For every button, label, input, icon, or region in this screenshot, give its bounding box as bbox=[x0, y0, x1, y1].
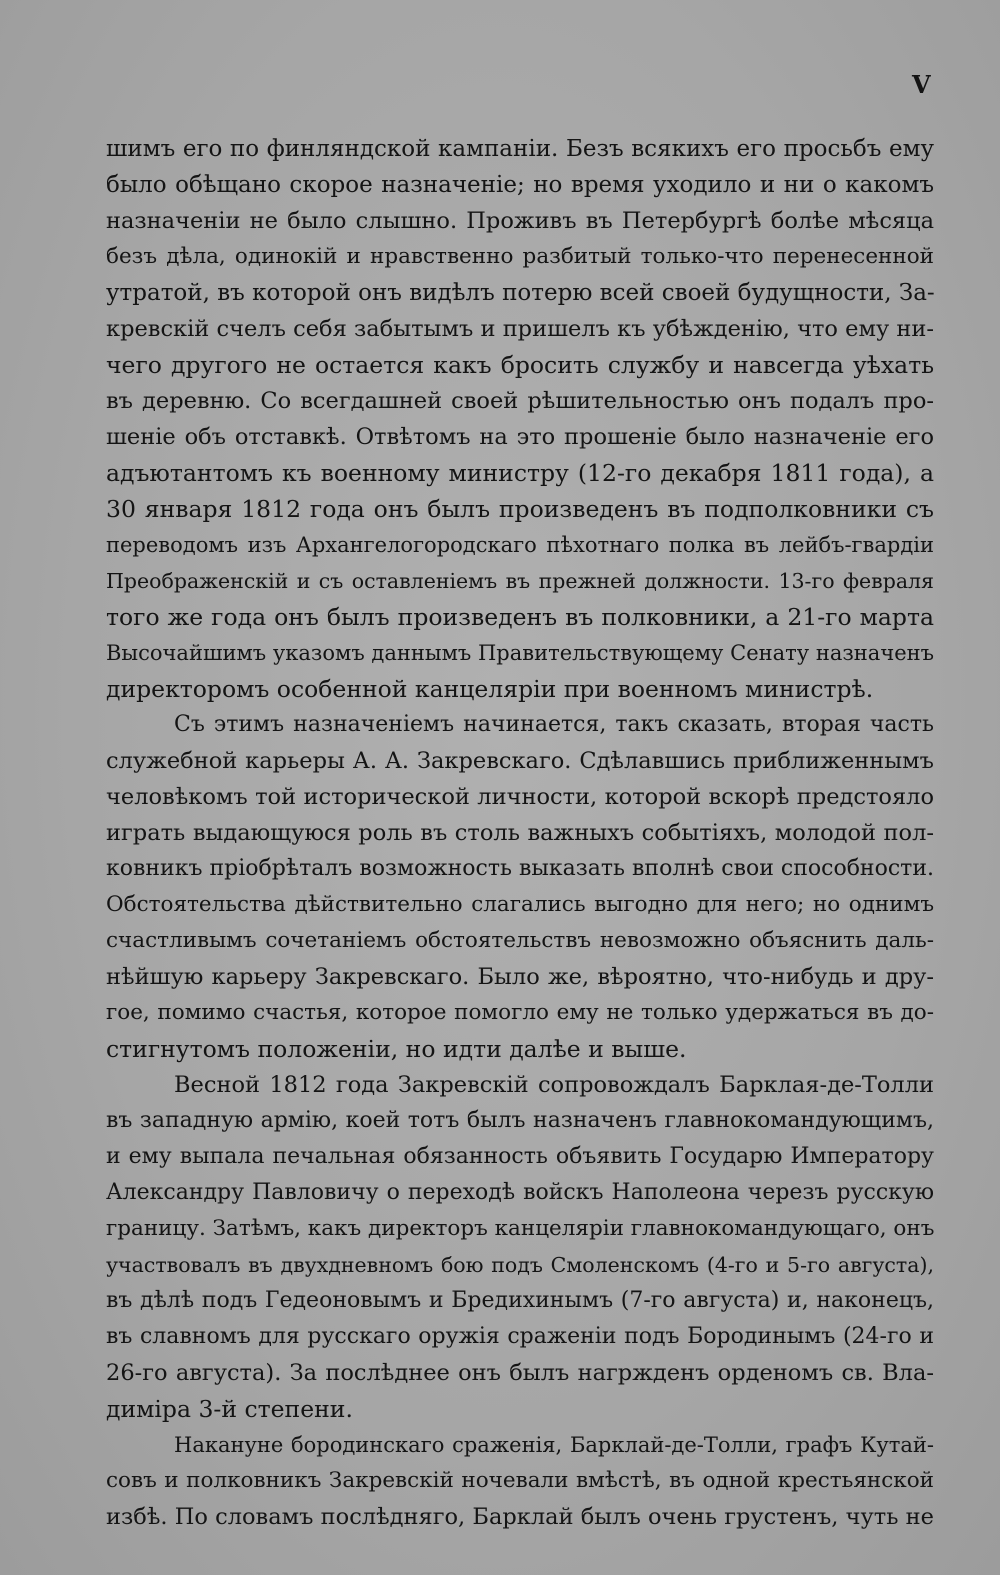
text-line: человѣкомъ той исторической личности, которой вскорѣ предстояло bbox=[106, 784, 934, 810]
text-line: директоромъ особенной канцеляріи при военномъ министрѣ. bbox=[106, 675, 874, 703]
text-line: и ему выпала печальная обязанность объявить Государю Императору bbox=[106, 1144, 934, 1169]
text-line: того же года онъ былъ произведенъ въ полковники, а 21-го марта bbox=[106, 603, 934, 631]
text-line: Высочайшимъ указомъ даннымъ Правительствующему Сенату назначенъ bbox=[106, 641, 934, 665]
page-number: V bbox=[912, 70, 932, 99]
text-line: Съ этимъ назначеніемъ начинается, такъ сказать, вторая часть bbox=[174, 712, 934, 737]
text-line: счастливымъ сочетаніемъ обстоятельствъ невозможно объяснить даль- bbox=[106, 928, 934, 953]
text-line: шимъ его по финляндской кампаніи. Безъ всякихъ его просьбъ ему bbox=[106, 136, 934, 162]
text-line: Обстоятельства дѣйствительно слагались выгодно для него; но однимъ bbox=[106, 892, 934, 917]
text-line: гое, помимо счастья, которое помогло ему не только удержаться въ до- bbox=[106, 1000, 934, 1025]
text-line: Преображенскій и съ оставленіемъ въ прежней должности. 13-го февраля bbox=[106, 569, 934, 593]
text-line: въ славномъ для русскаго оружія сраженіи подъ Бородинымъ (24-го и bbox=[106, 1324, 934, 1349]
text-line: 26-го августа). За послѣднее онъ былъ нагржденъ орденомъ св. Вла- bbox=[106, 1360, 934, 1386]
paragraph-3 bbox=[106, 1067, 934, 1427]
text-line: ковникъ пріобрѣталъ возможность выказать вполнѣ свои способности. bbox=[106, 856, 934, 881]
text-line: Александру Павловичу о переходѣ войскъ Наполеона черезъ русскую bbox=[106, 1180, 934, 1205]
text-line: адъютантомъ къ военному министру (12-го декабря 1811 года), а bbox=[106, 459, 934, 487]
text-line: диміра 3-й степени. bbox=[106, 1395, 353, 1423]
text-line: играть выдающуюся роль въ столь важныхъ событіяхъ, молодой пол- bbox=[106, 820, 934, 846]
text-line: участвовалъ въ двухдневномъ бою подъ Смоленскомъ (4-го и 5-го августа), bbox=[106, 1253, 934, 1277]
text-line: 30 января 1812 года онъ былъ произведенъ въ подполковники съ bbox=[106, 495, 934, 523]
text-line: Весной 1812 года Закревскій сопровождалъ Барклая-де-Толли bbox=[174, 1072, 934, 1098]
text-line: стигнутомъ положеніи, но идти далѣе и выше. bbox=[106, 1035, 687, 1063]
text-line: переводомъ изъ Архангелогородскаго пѣхотнаго полка въ лейбъ-гвардіи bbox=[106, 533, 934, 557]
text-line: въ западную армію, коей тотъ былъ назначенъ главнокомандующимъ, bbox=[106, 1108, 934, 1133]
paragraph-2 bbox=[106, 707, 934, 1067]
text-line: безъ дѣла, одинокій и нравственно разбитый только-что перенесенной bbox=[106, 244, 934, 269]
body-text bbox=[106, 131, 934, 1535]
text-line: Накануне бородинскаго сраженія, Барклай-де-Толли, графъ Кутай- bbox=[174, 1433, 934, 1457]
text-line: въ деревню. Со всегдашней своей рѣшительностью онъ подалъ про- bbox=[106, 388, 934, 414]
text-line: границу. Затѣмъ, какъ директоръ канцеляріи главнокомандующаго, онъ bbox=[106, 1216, 935, 1241]
text-line: чего другого не остается какъ бросить службу и навсегда уѣхать bbox=[106, 351, 934, 379]
text-line: было обѣщано скорое назначеніе; но время уходило и ни о какомъ bbox=[106, 172, 934, 198]
text-line: назначеніи не было слышно. Проживъ въ Петербургѣ болѣе мѣсяца bbox=[106, 208, 934, 234]
text-line: нѣйшую карьеру Закревскаго. Было же, вѣроятно, что-нибудь и дру- bbox=[106, 964, 934, 990]
text-line: въ дѣлѣ подъ Гедеоновымъ и Бредихинымъ (7-го августа) и, наконецъ, bbox=[106, 1288, 934, 1313]
text-line: служебной карьеры А. А. Закревскаго. Сдѣлавшись приближеннымъ bbox=[106, 748, 934, 774]
text-line: совъ и полковникъ Закревскій ночевали вмѣстѣ, въ одной крестьянской bbox=[106, 1468, 934, 1493]
text-line: утратой, въ которой онъ видѣлъ потерю всей своей будущности, За- bbox=[106, 280, 935, 306]
text-line: кревскій счелъ себя забытымъ и пришелъ къ убѣжденію, что ему ни- bbox=[106, 316, 934, 342]
text-line: шеніе объ отставкѣ. Отвѣтомъ на это прошеніе было назначеніе его bbox=[106, 424, 934, 450]
paragraph-4 bbox=[106, 1427, 934, 1535]
paragraph-1 bbox=[106, 131, 934, 707]
text-line: избѣ. По словамъ послѣдняго, Барклай былъ очень грустенъ, чуть не bbox=[106, 1504, 934, 1530]
